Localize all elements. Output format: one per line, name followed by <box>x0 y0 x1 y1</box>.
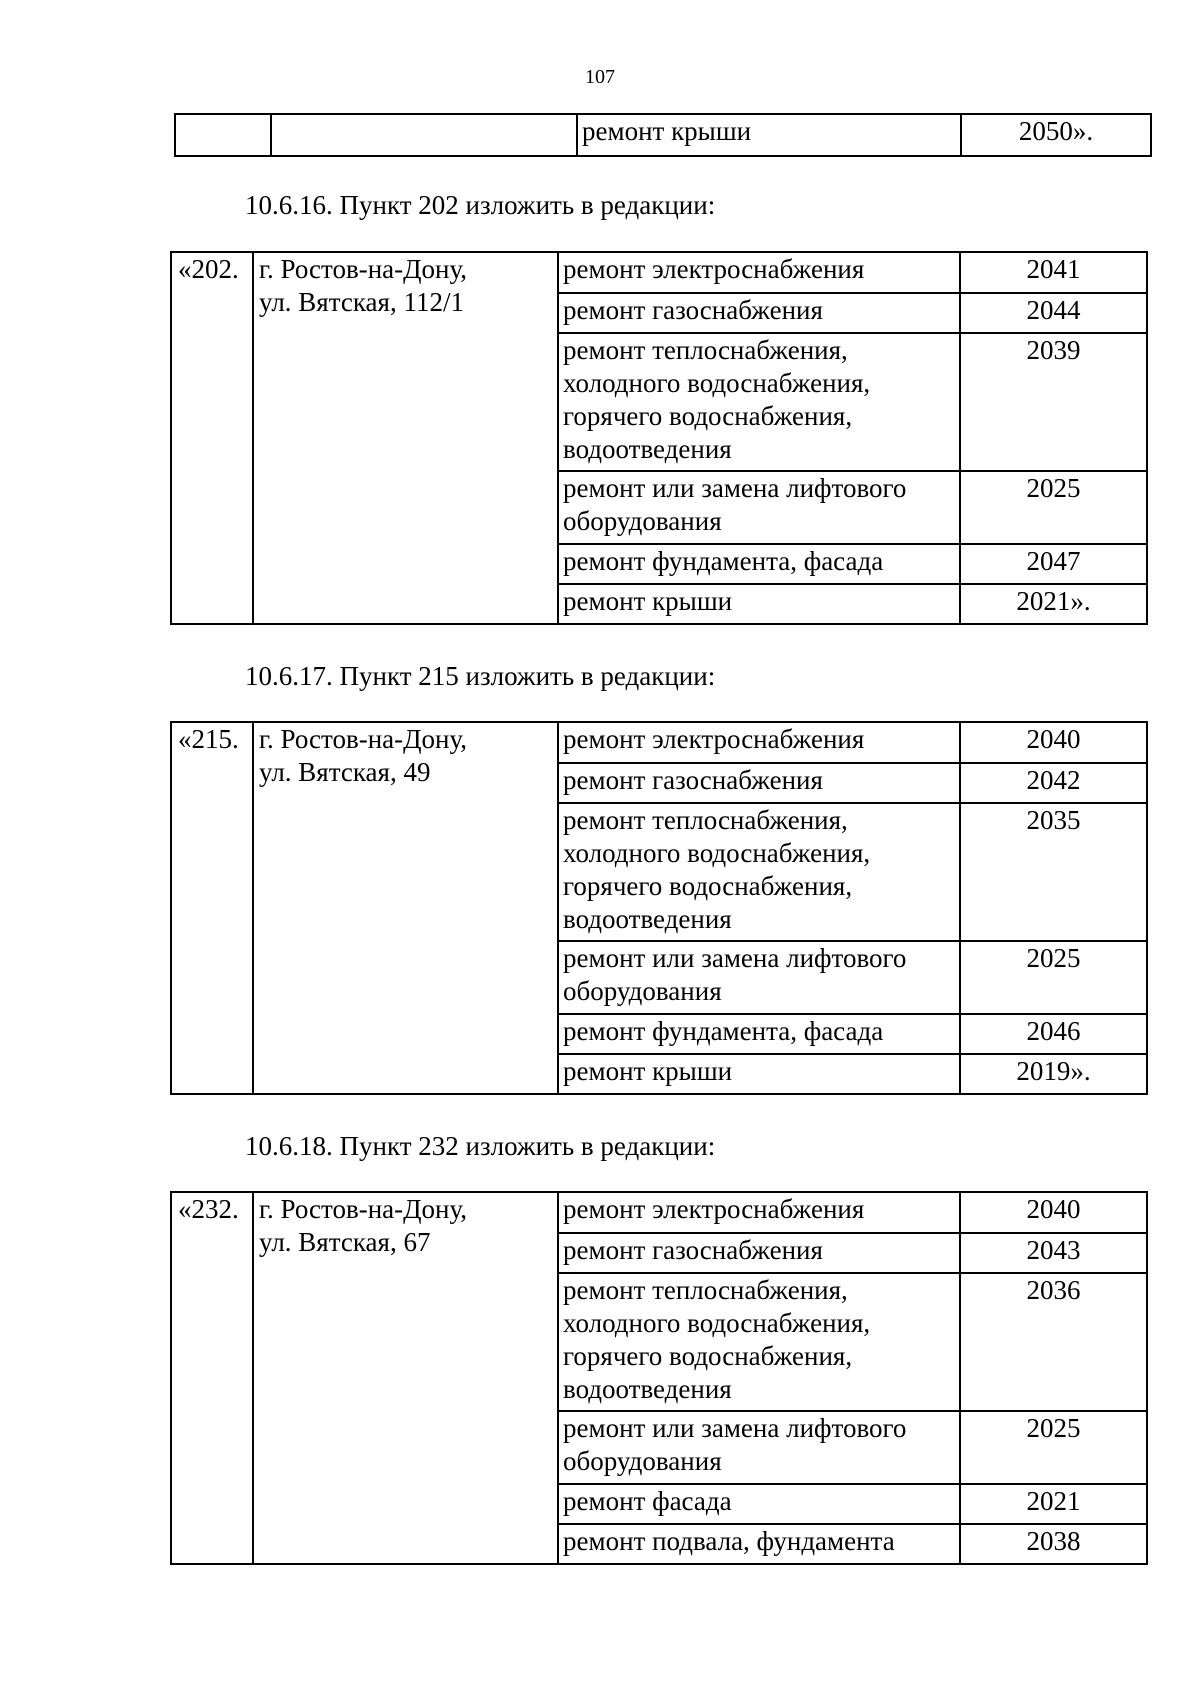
work-cell <box>558 1192 960 1233</box>
section-heading: 10.6.17. Пункт 215 изложить в редакции: <box>245 661 716 691</box>
year-cell: 2040 <box>960 1192 1147 1233</box>
work-line: ремонт газоснабжения <box>563 1235 823 1265</box>
work-cell <box>558 584 960 624</box>
address-street: ул. Вятская, 112/1 <box>259 287 464 317</box>
year-cell: 2042 <box>960 763 1147 803</box>
section-table <box>170 1191 1148 1565</box>
work-cell <box>558 1273 960 1411</box>
work-line: холодного водоснабжения, <box>563 838 871 868</box>
work-line: водоотведения <box>563 434 732 464</box>
work-line: оборудования <box>563 1446 722 1476</box>
year-cell: 2019». <box>960 1054 1147 1094</box>
work-line: оборудования <box>563 506 722 536</box>
work-line: ремонт крыши <box>563 1056 733 1086</box>
work-cell <box>558 1524 960 1564</box>
address-cell <box>253 1192 558 1564</box>
address-street: ул. Вятская, 49 <box>259 757 431 787</box>
work-line: ремонт теплоснабжения, <box>563 805 848 835</box>
year-cell: 2021». <box>960 584 1147 624</box>
section-table <box>170 721 1148 1095</box>
work-line: ремонт теплоснабжения, <box>563 1275 848 1305</box>
year-cell: 2025 <box>960 471 1147 544</box>
address-street: ул. Вятская, 67 <box>259 1227 431 1257</box>
item-number: «232. <box>171 1192 253 1564</box>
work-line: ремонт фундамента, фасада <box>563 1016 884 1046</box>
work-line: ремонт подвала, фундамента <box>563 1526 895 1556</box>
table-row <box>171 1192 1147 1233</box>
work-cell <box>558 1411 960 1484</box>
work-line: ремонт крыши <box>563 586 733 616</box>
work-cell <box>558 763 960 803</box>
year-cell: 2044 <box>960 293 1147 333</box>
work-line: ремонт электроснабжения <box>563 254 865 284</box>
work-cell <box>558 1484 960 1524</box>
year-cell: 2025 <box>960 1411 1147 1484</box>
work-cell <box>558 293 960 333</box>
work-cell <box>558 333 960 471</box>
item-number: «215. <box>171 722 253 1094</box>
address-city: г. Ростов-на-Дону, <box>259 254 468 284</box>
work-line: ремонт электроснабжения <box>563 724 865 754</box>
year-cell: 2040 <box>960 722 1147 763</box>
work-cell <box>558 722 960 763</box>
work-line: водоотведения <box>563 904 732 934</box>
address-cell <box>253 252 558 624</box>
year-cell: 2038 <box>960 1524 1147 1564</box>
work-cell <box>558 1014 960 1054</box>
work-cell <box>558 1233 960 1273</box>
year-cell: 2047 <box>960 544 1147 584</box>
page-number: 107 <box>585 66 615 88</box>
year-cell: 2043 <box>960 1233 1147 1273</box>
address-cell <box>271 114 577 156</box>
section-heading: 10.6.16. Пункт 202 изложить в редакции: <box>245 190 716 220</box>
work-line: ремонт электроснабжения <box>563 1194 865 1224</box>
work-line: горячего водоснабжения, <box>563 1341 853 1371</box>
work-cell <box>558 1054 960 1094</box>
year-cell: 2021 <box>960 1484 1147 1524</box>
item-number: «202. <box>171 252 253 624</box>
section-heading: 10.6.18. Пункт 232 изложить в редакции: <box>245 1131 716 1161</box>
work-cell <box>558 803 960 941</box>
year-cell: 2046 <box>960 1014 1147 1054</box>
work-cell <box>558 544 960 584</box>
work-line: ремонт газоснабжения <box>563 295 823 325</box>
work-line: горячего водоснабжения, <box>563 401 853 431</box>
work-line: холодного водоснабжения, <box>563 1308 871 1338</box>
work-line: ремонт фасада <box>563 1486 732 1516</box>
work-line: оборудования <box>563 976 722 1006</box>
year-cell: 2041 <box>960 252 1147 293</box>
work-cell: ремонт крыши <box>577 114 961 156</box>
work-line: ремонт или замена лифтового <box>563 1413 907 1443</box>
continuation-table <box>174 113 1152 157</box>
table-row <box>171 722 1147 763</box>
address-city: г. Ростов-на-Дону, <box>259 1194 468 1224</box>
work-line: ремонт теплоснабжения, <box>563 335 848 365</box>
address-city: г. Ростов-на-Дону, <box>259 724 468 754</box>
number-cell <box>175 114 271 156</box>
work-cell <box>558 941 960 1014</box>
work-line: холодного водоснабжения, <box>563 368 871 398</box>
section-table <box>170 251 1148 625</box>
work-cell <box>558 252 960 293</box>
year-cell: 2050». <box>961 114 1151 156</box>
work-line: ремонт фундамента, фасада <box>563 546 884 576</box>
table-row <box>171 252 1147 293</box>
work-line: ремонт газоснабжения <box>563 765 823 795</box>
work-line: ремонт или замена лифтового <box>563 943 907 973</box>
address-cell <box>253 722 558 1094</box>
work-line: горячего водоснабжения, <box>563 871 853 901</box>
work-line: водоотведения <box>563 1374 732 1404</box>
work-cell <box>558 471 960 544</box>
work-line: ремонт или замена лифтового <box>563 473 907 503</box>
year-cell: 2035 <box>960 803 1147 941</box>
year-cell: 2025 <box>960 941 1147 1014</box>
table-row <box>175 114 1151 156</box>
year-cell: 2039 <box>960 333 1147 471</box>
year-cell: 2036 <box>960 1273 1147 1411</box>
